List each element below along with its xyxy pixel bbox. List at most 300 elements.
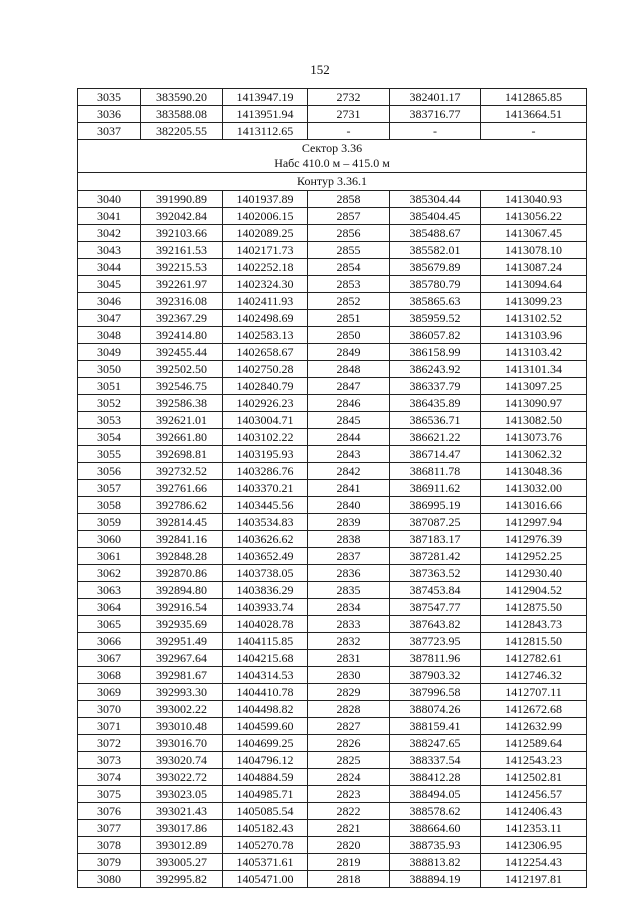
table-row: [78, 208, 587, 225]
table-cell: 392414.80: [141, 327, 223, 344]
sector-header-row: [78, 140, 587, 173]
table-cell: 2851: [308, 310, 390, 327]
contour-header-row: [78, 173, 587, 191]
table-cell: 387087.25: [390, 514, 481, 531]
table-cell: 385959.52: [390, 310, 481, 327]
table-cell: 2840: [308, 497, 390, 514]
table-cell: 392981.67: [141, 667, 223, 684]
table-row: [78, 548, 587, 565]
table-cell: 2829: [308, 684, 390, 701]
table-row: [78, 123, 587, 140]
table-cell: 392967.64: [141, 650, 223, 667]
table-cell: 385679.89: [390, 259, 481, 276]
table-cell: 3070: [78, 701, 141, 718]
table-cell: 386536.71: [390, 412, 481, 429]
table-cell: 1412502.81: [481, 769, 587, 786]
table-row: [78, 191, 587, 208]
table-cell: 392546.75: [141, 378, 223, 395]
table-cell: 392621.01: [141, 412, 223, 429]
table-cell: 385304.44: [390, 191, 481, 208]
table-cell: 392935.69: [141, 616, 223, 633]
table-cell: 1413951.94: [223, 106, 308, 123]
table-cell: 1412976.39: [481, 531, 587, 548]
table-cell: 3062: [78, 565, 141, 582]
table-cell: 2820: [308, 837, 390, 854]
table-cell: 3052: [78, 395, 141, 412]
table-cell: 2732: [308, 89, 390, 106]
table-cell: 3055: [78, 446, 141, 463]
table-cell: 393020.74: [141, 752, 223, 769]
table-cell: 2828: [308, 701, 390, 718]
table-row: [78, 650, 587, 667]
table-cell: 3042: [78, 225, 141, 242]
table-cell: 392455.44: [141, 344, 223, 361]
table-cell: 1412904.52: [481, 582, 587, 599]
table-row: [78, 276, 587, 293]
table-cell: 2836: [308, 565, 390, 582]
table-cell: 2826: [308, 735, 390, 752]
table-cell: 386621.22: [390, 429, 481, 446]
table-cell: 386714.47: [390, 446, 481, 463]
table-cell: 3065: [78, 616, 141, 633]
table-row: [78, 497, 587, 514]
table-cell: 2823: [308, 786, 390, 803]
table-cell: 393017.86: [141, 820, 223, 837]
table-cell: 392698.81: [141, 446, 223, 463]
table-row: [78, 259, 587, 276]
table-cell: 3079: [78, 854, 141, 871]
table-cell: 3077: [78, 820, 141, 837]
table-cell: 383590.20: [141, 89, 223, 106]
table-cell: 2838: [308, 531, 390, 548]
table-cell: 392870.86: [141, 565, 223, 582]
table-cell: 1404314.53: [223, 667, 308, 684]
table-row: [78, 395, 587, 412]
table-cell: 392995.82: [141, 871, 223, 888]
table-cell: 388074.26: [390, 701, 481, 718]
table-cell: 1402583.13: [223, 327, 308, 344]
table-cell: 1412707.11: [481, 684, 587, 701]
table-cell: 2822: [308, 803, 390, 820]
table-cell: 1412997.94: [481, 514, 587, 531]
table-cell: 2849: [308, 344, 390, 361]
table-cell: 392951.49: [141, 633, 223, 650]
table-cell: 2831: [308, 650, 390, 667]
table-cell: 3050: [78, 361, 141, 378]
table-cell: 2818: [308, 871, 390, 888]
table-cell: 2847: [308, 378, 390, 395]
table-cell: 2845: [308, 412, 390, 429]
table-cell: 3064: [78, 599, 141, 616]
page-number: 152: [310, 62, 330, 77]
table-cell: 3060: [78, 531, 141, 548]
table-cell: 1412353.11: [481, 820, 587, 837]
table-cell: 1403836.29: [223, 582, 308, 599]
table-row: [78, 446, 587, 463]
table-row: [78, 786, 587, 803]
table-row: [78, 361, 587, 378]
table-cell: 3040: [78, 191, 141, 208]
sector-header-cell: [78, 140, 587, 173]
table-cell: 2855: [308, 242, 390, 259]
table-row: [78, 412, 587, 429]
table-cell: 1413103.96: [481, 327, 587, 344]
table-row: [78, 293, 587, 310]
table-cell: 392814.45: [141, 514, 223, 531]
table-row: [78, 89, 587, 106]
table-cell: 3080: [78, 871, 141, 888]
table-cell: 3059: [78, 514, 141, 531]
table-cell: 1413078.10: [481, 242, 587, 259]
table-cell: 1413102.52: [481, 310, 587, 327]
table-cell: 3037: [78, 123, 141, 140]
table-cell: 3075: [78, 786, 141, 803]
table-cell: 1403286.76: [223, 463, 308, 480]
table-cell: 3051: [78, 378, 141, 395]
table-cell: 1413056.22: [481, 208, 587, 225]
table-row: [78, 225, 587, 242]
table-cell: 1412543.23: [481, 752, 587, 769]
table-cell: 3047: [78, 310, 141, 327]
table-cell: 2825: [308, 752, 390, 769]
table-cell: 3072: [78, 735, 141, 752]
table-cell: 392848.28: [141, 548, 223, 565]
table-cell: 1413099.23: [481, 293, 587, 310]
table-cell: -: [481, 123, 587, 140]
table-row: [78, 854, 587, 871]
table-cell: 3058: [78, 497, 141, 514]
table-cell: 2846: [308, 395, 390, 412]
table-cell: 2854: [308, 259, 390, 276]
table-row: [78, 701, 587, 718]
table-cell: 1413040.93: [481, 191, 587, 208]
table-cell: 392367.29: [141, 310, 223, 327]
table-cell: 388664.60: [390, 820, 481, 837]
table-row: [78, 344, 587, 361]
table-cell: 3044: [78, 259, 141, 276]
table-cell: 3053: [78, 412, 141, 429]
table-cell: 1413048.36: [481, 463, 587, 480]
table-cell: 388813.82: [390, 854, 481, 871]
table-cell: 385865.63: [390, 293, 481, 310]
table-cell: 3036: [78, 106, 141, 123]
table-cell: 387281.42: [390, 548, 481, 565]
table-cell: 393022.72: [141, 769, 223, 786]
table-cell: 3061: [78, 548, 141, 565]
table-cell: 2833: [308, 616, 390, 633]
table-cell: 3045: [78, 276, 141, 293]
table-cell: 387453.84: [390, 582, 481, 599]
table-cell: 383716.77: [390, 106, 481, 123]
table-cell: 1405471.00: [223, 871, 308, 888]
table-cell: 386435.89: [390, 395, 481, 412]
table-cell: 3073: [78, 752, 141, 769]
table-cell: 388412.28: [390, 769, 481, 786]
table-cell: 1402324.30: [223, 276, 308, 293]
table-cell: 3048: [78, 327, 141, 344]
table-cell: 1402171.73: [223, 242, 308, 259]
table-cell: 1413073.76: [481, 429, 587, 446]
table-cell: 383588.08: [141, 106, 223, 123]
table-cell: 388894.19: [390, 871, 481, 888]
table-cell: 385780.79: [390, 276, 481, 293]
table-cell: 393010.48: [141, 718, 223, 735]
table-cell: 3063: [78, 582, 141, 599]
table-cell: 3043: [78, 242, 141, 259]
table-cell: 1402840.79: [223, 378, 308, 395]
table-cell: 1413090.97: [481, 395, 587, 412]
table-cell: 1413112.65: [223, 123, 308, 140]
table-row: [78, 514, 587, 531]
contour-title: Контур 3.36.1: [78, 173, 587, 191]
table-cell: 2858: [308, 191, 390, 208]
table-cell: 1412197.81: [481, 871, 587, 888]
table-row: [78, 837, 587, 854]
table-cell: 2857: [308, 208, 390, 225]
table-cell: 1412589.64: [481, 735, 587, 752]
table-cell: 1402252.18: [223, 259, 308, 276]
table-cell: 1413094.64: [481, 276, 587, 293]
table-cell: 387723.95: [390, 633, 481, 650]
table-cell: 1404699.25: [223, 735, 308, 752]
table-cell: 1413082.50: [481, 412, 587, 429]
table-row: [78, 616, 587, 633]
table-cell: 1403004.71: [223, 412, 308, 429]
table-cell: 2839: [308, 514, 390, 531]
table-cell: 3074: [78, 769, 141, 786]
sector-title: Сектор 3.36: [301, 141, 363, 155]
table-cell: 1404410.78: [223, 684, 308, 701]
sector-depth: Набс 410.0 м – 415.0 м: [274, 156, 390, 170]
table-cell: 393021.43: [141, 803, 223, 820]
table-row: [78, 106, 587, 123]
table-cell: 392993.30: [141, 684, 223, 701]
table-cell: 387996.58: [390, 684, 481, 701]
table-cell: 1403534.83: [223, 514, 308, 531]
table-cell: 392502.50: [141, 361, 223, 378]
coordinates-table: [77, 88, 587, 888]
table-cell: 1413097.25: [481, 378, 587, 395]
table-cell: 386057.82: [390, 327, 481, 344]
table-row: [78, 242, 587, 259]
table-cell: 392042.84: [141, 208, 223, 225]
table-row: [78, 327, 587, 344]
table-cell: 392586.38: [141, 395, 223, 412]
table-cell: 1412456.57: [481, 786, 587, 803]
table-row: [78, 769, 587, 786]
table-row: [78, 684, 587, 701]
table-cell: 386158.99: [390, 344, 481, 361]
table-body-main: [78, 191, 587, 888]
table-cell: 392261.97: [141, 276, 223, 293]
table-cell: 1413062.32: [481, 446, 587, 463]
table-cell: 387363.52: [390, 565, 481, 582]
table-row: [78, 633, 587, 650]
table-cell: 392732.52: [141, 463, 223, 480]
table-cell: 1404796.12: [223, 752, 308, 769]
table-cell: 388337.54: [390, 752, 481, 769]
table-cell: 1403626.62: [223, 531, 308, 548]
table-row: [78, 463, 587, 480]
table-cell: 2819: [308, 854, 390, 871]
table-cell: 392786.62: [141, 497, 223, 514]
table-cell: 2824: [308, 769, 390, 786]
table-cell: 2853: [308, 276, 390, 293]
table-cell: 1413101.34: [481, 361, 587, 378]
table-cell: 385582.01: [390, 242, 481, 259]
table-cell: 1412782.61: [481, 650, 587, 667]
table-cell: 1403102.22: [223, 429, 308, 446]
table-cell: 1405182.43: [223, 820, 308, 837]
table-cell: 2852: [308, 293, 390, 310]
table-row: [78, 735, 587, 752]
table-cell: 1402750.28: [223, 361, 308, 378]
table-cell: 3057: [78, 480, 141, 497]
table-cell: 393012.89: [141, 837, 223, 854]
table-cell: 393016.70: [141, 735, 223, 752]
table-cell: 1412746.32: [481, 667, 587, 684]
table-cell: 386995.19: [390, 497, 481, 514]
table-cell: 3035: [78, 89, 141, 106]
table-row: [78, 718, 587, 735]
table-row: [78, 667, 587, 684]
table-cell: 1405371.61: [223, 854, 308, 871]
table-cell: 1413067.45: [481, 225, 587, 242]
table-cell: 3069: [78, 684, 141, 701]
table-cell: 2850: [308, 327, 390, 344]
table-cell: 2842: [308, 463, 390, 480]
table-cell: 2835: [308, 582, 390, 599]
table-cell: 3078: [78, 837, 141, 854]
table-cell: 392916.54: [141, 599, 223, 616]
table-body-top: [78, 89, 587, 140]
table-cell: 1403195.93: [223, 446, 308, 463]
table-cell: 1402498.69: [223, 310, 308, 327]
table-row: [78, 752, 587, 769]
table-cell: 1405085.54: [223, 803, 308, 820]
table-cell: 1413032.00: [481, 480, 587, 497]
table-cell: 1404115.85: [223, 633, 308, 650]
table-cell: 3068: [78, 667, 141, 684]
table-row: [78, 310, 587, 327]
table-cell: 392161.53: [141, 242, 223, 259]
table-cell: 385404.45: [390, 208, 481, 225]
section-header: [78, 140, 587, 191]
table-cell: 3054: [78, 429, 141, 446]
table-cell: 1413103.42: [481, 344, 587, 361]
table-cell: 1402658.67: [223, 344, 308, 361]
table-cell: 1412632.99: [481, 718, 587, 735]
table-cell: 1403370.21: [223, 480, 308, 497]
table-cell: 3066: [78, 633, 141, 650]
table-cell: 391990.89: [141, 191, 223, 208]
table-cell: 382401.17: [390, 89, 481, 106]
table-cell: 1404985.71: [223, 786, 308, 803]
table-cell: 1412406.43: [481, 803, 587, 820]
table-cell: 2830: [308, 667, 390, 684]
table-cell: 2844: [308, 429, 390, 446]
table-cell: 392316.08: [141, 293, 223, 310]
table-cell: 1402926.23: [223, 395, 308, 412]
table-cell: 388735.93: [390, 837, 481, 854]
table-cell: 1402089.25: [223, 225, 308, 242]
table-cell: 2731: [308, 106, 390, 123]
table-cell: 2832: [308, 633, 390, 650]
table-cell: 1412930.40: [481, 565, 587, 582]
table-cell: 1404599.60: [223, 718, 308, 735]
table-cell: 1403738.05: [223, 565, 308, 582]
table-cell: 392761.66: [141, 480, 223, 497]
table-cell: 1402411.93: [223, 293, 308, 310]
table-cell: 1413016.66: [481, 497, 587, 514]
table-row: [78, 871, 587, 888]
table-cell: 1403933.74: [223, 599, 308, 616]
table-cell: 1413087.24: [481, 259, 587, 276]
table-cell: 388159.41: [390, 718, 481, 735]
table-cell: 2837: [308, 548, 390, 565]
table-cell: 1412843.73: [481, 616, 587, 633]
table-cell: 382205.55: [141, 123, 223, 140]
table-cell: 1413947.19: [223, 89, 308, 106]
table-cell: 385488.67: [390, 225, 481, 242]
table-row: [78, 820, 587, 837]
table-cell: 388578.62: [390, 803, 481, 820]
table-cell: 392841.16: [141, 531, 223, 548]
table-cell: 393005.27: [141, 854, 223, 871]
table-cell: 2827: [308, 718, 390, 735]
table-cell: 1401937.89: [223, 191, 308, 208]
table-cell: 1405270.78: [223, 837, 308, 854]
table-cell: 387811.96: [390, 650, 481, 667]
table-cell: 387547.77: [390, 599, 481, 616]
table-row: [78, 582, 587, 599]
table-row: [78, 480, 587, 497]
table-cell: 388247.65: [390, 735, 481, 752]
table-cell: 3067: [78, 650, 141, 667]
table-row: [78, 429, 587, 446]
table-cell: 393023.05: [141, 786, 223, 803]
table-cell: -: [390, 123, 481, 140]
table-cell: 3056: [78, 463, 141, 480]
table-row: [78, 565, 587, 582]
table-cell: 2841: [308, 480, 390, 497]
table-cell: 392894.80: [141, 582, 223, 599]
table-cell: 1404498.82: [223, 701, 308, 718]
table-cell: 392103.66: [141, 225, 223, 242]
table-cell: 386811.78: [390, 463, 481, 480]
table-cell: 1412952.25: [481, 548, 587, 565]
table-cell: 392215.53: [141, 259, 223, 276]
table-cell: 3071: [78, 718, 141, 735]
table-cell: 1412875.50: [481, 599, 587, 616]
table-cell: 392661.80: [141, 429, 223, 446]
table-cell: 2821: [308, 820, 390, 837]
table-cell: 393002.22: [141, 701, 223, 718]
table-row: [78, 378, 587, 395]
table-cell: 387903.32: [390, 667, 481, 684]
table-cell: 3076: [78, 803, 141, 820]
table-cell: 1412306.95: [481, 837, 587, 854]
table-cell: 387183.17: [390, 531, 481, 548]
table-cell: 1413664.51: [481, 106, 587, 123]
table-cell: -: [308, 123, 390, 140]
table-cell: 2843: [308, 446, 390, 463]
table-cell: 1412254.43: [481, 854, 587, 871]
table-cell: 1404884.59: [223, 769, 308, 786]
table-cell: 388494.05: [390, 786, 481, 803]
table-cell: 1404215.68: [223, 650, 308, 667]
table-row: [78, 599, 587, 616]
